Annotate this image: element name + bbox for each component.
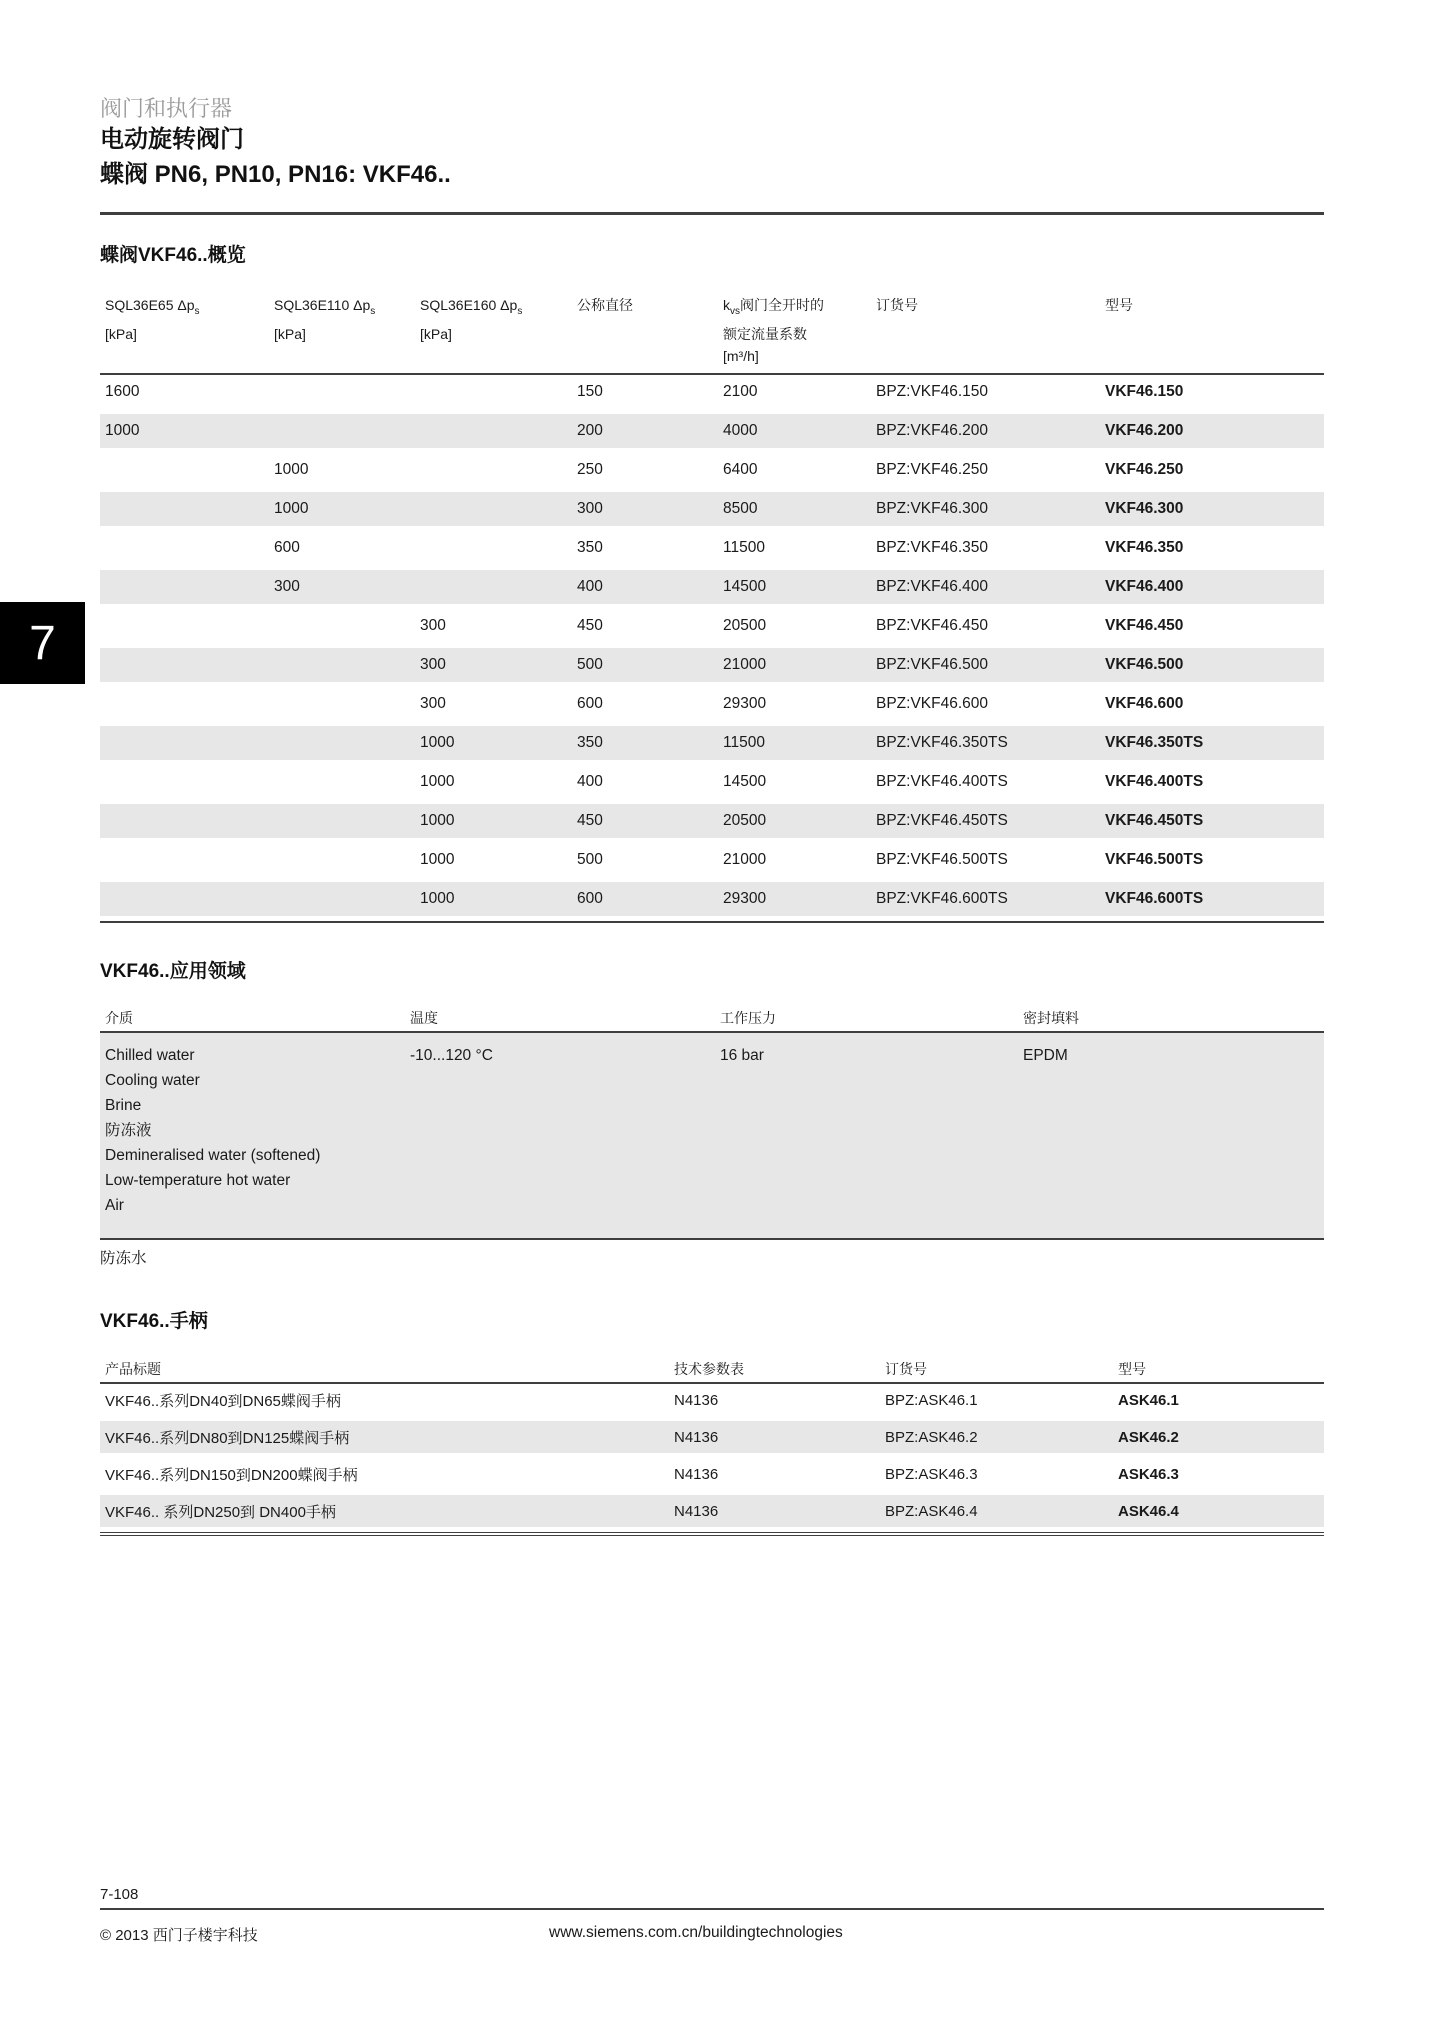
cell-type: VKF46.400TS [1100, 763, 1324, 802]
cell-dps-e160: 300 [415, 685, 572, 724]
cell-kvs: 11500 [718, 724, 871, 763]
cell-type: ASK46.2 [1113, 1419, 1324, 1456]
cell-order-no: BPZ:VKF46.450 [871, 607, 1100, 646]
cell-dps-e65 [100, 841, 269, 880]
col-header-sql36e110: SQL36E110 $\Delta p_s$ [kPa] [269, 288, 415, 374]
col-header-temperature: 温度 [405, 1005, 715, 1032]
cell-dps-e110 [269, 724, 415, 763]
col-header-order-no: 订货号 [871, 288, 1100, 374]
col-header-order-no: 订货号 [880, 1356, 1113, 1383]
cell-order-no: BPZ:VKF46.350TS [871, 724, 1100, 763]
cell-dps-e110: 600 [269, 529, 415, 568]
col-header-product-title: 产品标题 [100, 1356, 669, 1383]
cell-order-no: BPZ:VKF46.400TS [871, 763, 1100, 802]
footer-url: www.siemens.com.cn/buildingtechnologies [549, 1924, 843, 1941]
cell-dn: 500 [572, 646, 718, 685]
cell-datasheet: N4136 [669, 1456, 880, 1493]
cell-type: ASK46.1 [1113, 1383, 1324, 1419]
cell-order-no: BPZ:VKF46.300 [871, 490, 1100, 529]
cell-kvs: 21000 [718, 646, 871, 685]
overview-row [100, 529, 1324, 568]
cell-type: VKF46.450TS [1100, 802, 1324, 841]
medium-item: Air [105, 1197, 124, 1214]
medium-item: Demineralised water (softened) [105, 1147, 321, 1164]
overview-row [100, 451, 1324, 490]
overview-row [100, 490, 1324, 529]
cell-dps-e110: 1000 [269, 490, 415, 529]
cell-dps-e160: 1000 [415, 802, 572, 841]
cell-dn: 300 [572, 490, 718, 529]
cell-dps-e110 [269, 802, 415, 841]
col-header-kvs: $k_{vs}$阀门全开时的 额定流量系数 [m³/h] [718, 288, 871, 374]
cell-dps-e160: 300 [415, 646, 572, 685]
cell-type: VKF46.500 [1100, 646, 1324, 685]
cell-dps-e65 [100, 685, 269, 724]
overview-row [100, 374, 1324, 412]
cell-dn: 400 [572, 763, 718, 802]
cell-dps-e65: 1000 [100, 412, 269, 451]
medium-item: Low-temperature hot water [105, 1172, 291, 1189]
cell-type: ASK46.4 [1113, 1493, 1324, 1530]
cell-kvs: 14500 [718, 763, 871, 802]
cell-dps-e160 [415, 412, 572, 451]
application-heading: VKF46..应用领域 [100, 961, 246, 982]
overview-row [100, 685, 1324, 724]
cell-dps-e110 [269, 880, 415, 919]
cell-kvs: 29300 [718, 685, 871, 724]
cell-datasheet: N4136 [669, 1383, 880, 1419]
cell-type: VKF46.250 [1100, 451, 1324, 490]
cell-dps-e160: 1000 [415, 841, 572, 880]
cell-type: ASK46.3 [1113, 1456, 1324, 1493]
cell-datasheet: N4136 [669, 1419, 880, 1456]
cell-type: VKF46.500TS [1100, 841, 1324, 880]
cell-type: VKF46.600TS [1100, 880, 1324, 919]
overview-row [100, 880, 1324, 919]
cell-dps-e160 [415, 374, 572, 412]
cell-dps-e65 [100, 802, 269, 841]
col-header-seal: 密封填料 [1018, 1005, 1324, 1032]
chapter-number: 7 [29, 616, 56, 670]
cell-dps-e110 [269, 646, 415, 685]
overview-row [100, 568, 1324, 607]
application-table [100, 1005, 1324, 1238]
handles-table-wrap [100, 1356, 1324, 1536]
cell-type: VKF46.300 [1100, 490, 1324, 529]
cell-dps-e160: 300 [415, 607, 572, 646]
cell-working-pressure: 16 bar [715, 1032, 1018, 1238]
cell-dn: 500 [572, 841, 718, 880]
col-header-type: 型号 [1113, 1356, 1324, 1383]
cell-dn: 400 [572, 568, 718, 607]
cell-order-no: BPZ:VKF46.600TS [871, 880, 1100, 919]
antifreeze-note: 防冻水 [100, 1250, 147, 1267]
cell-temperature: -10...120 °C [405, 1032, 715, 1238]
overview-row [100, 412, 1324, 451]
handles-heading: VKF46..手柄 [100, 1311, 208, 1332]
cell-order-no: BPZ:VKF46.150 [871, 374, 1100, 412]
cell-dps-e110 [269, 841, 415, 880]
overview-heading: 蝶阀VKF46..概览 [100, 245, 246, 266]
col-header-sql36e65: SQL36E65 $\Delta p_s$ [kPa] [100, 288, 269, 374]
cell-dps-e110 [269, 607, 415, 646]
cell-dps-e65 [100, 724, 269, 763]
col-header-type: 型号 [1100, 288, 1324, 374]
cell-dps-e65 [100, 568, 269, 607]
cell-dn: 350 [572, 529, 718, 568]
cell-dn: 450 [572, 802, 718, 841]
medium-item: Chilled water [105, 1047, 195, 1064]
cell-dn: 450 [572, 607, 718, 646]
handles-header-row [100, 1356, 1324, 1383]
copyright-text: © 2013 西门子楼宇科技 [100, 1927, 258, 1944]
cell-dn: 350 [572, 724, 718, 763]
overview-row [100, 646, 1324, 685]
handles-row [100, 1493, 1324, 1530]
footer-rule [100, 1908, 1324, 1910]
cell-order-no: BPZ:ASK46.2 [880, 1419, 1113, 1456]
col-header-sql36e160: SQL36E160 $\Delta p_s$ [kPa] [415, 288, 572, 374]
cell-order-no: BPZ:VKF46.450TS [871, 802, 1100, 841]
overview-row [100, 802, 1324, 841]
cell-dps-e65: 1600 [100, 374, 269, 412]
page-number: 7-108 [100, 1886, 139, 1903]
cell-product-title: VKF46..系列DN150到DN200蝶阀手柄 [100, 1456, 669, 1493]
cell-dn: 250 [572, 451, 718, 490]
cell-kvs: 29300 [718, 880, 871, 919]
overview-table [100, 288, 1324, 921]
overview-table-wrap [100, 288, 1324, 923]
cell-dn: 150 [572, 374, 718, 412]
medium-item: Cooling water [105, 1072, 200, 1089]
overview-row [100, 841, 1324, 880]
cell-product-title: VKF46..系列DN80到DN125蝶阀手柄 [100, 1419, 669, 1456]
cell-kvs: 6400 [718, 451, 871, 490]
cell-product-title: VKF46.. 系列DN250到 DN400手柄 [100, 1493, 669, 1530]
cell-dps-e160: 1000 [415, 880, 572, 919]
cell-order-no: BPZ:VKF46.600 [871, 685, 1100, 724]
cell-dps-e160: 1000 [415, 763, 572, 802]
medium-item: Brine [105, 1097, 142, 1114]
cell-order-no: BPZ:ASK46.4 [880, 1493, 1113, 1530]
cell-order-no: BPZ:VKF46.200 [871, 412, 1100, 451]
page-header [100, 96, 1324, 192]
handles-row [100, 1456, 1324, 1493]
cell-type: VKF46.150 [1100, 374, 1324, 412]
cell-dps-e65 [100, 607, 269, 646]
page-title: 蝶阀 PN6, PN10, PN16: VKF46.. [100, 161, 451, 188]
overview-row [100, 763, 1324, 802]
cell-dps-e65 [100, 880, 269, 919]
cell-type: VKF46.350TS [1100, 724, 1324, 763]
cell-type: VKF46.350 [1100, 529, 1324, 568]
cell-kvs: 14500 [718, 568, 871, 607]
cell-dps-e110 [269, 685, 415, 724]
cell-dps-e65 [100, 529, 269, 568]
col-header-datasheet: 技术参数表 [669, 1356, 880, 1383]
cell-order-no: BPZ:VKF46.250 [871, 451, 1100, 490]
cell-dps-e110 [269, 374, 415, 412]
cell-order-no: BPZ:VKF46.500TS [871, 841, 1100, 880]
chapter-tab [0, 602, 85, 684]
cell-dps-e110 [269, 412, 415, 451]
cell-dps-e110 [269, 763, 415, 802]
col-header-dn: 公称直径 [572, 288, 718, 374]
cell-kvs: 20500 [718, 802, 871, 841]
cell-dps-e110: 1000 [269, 451, 415, 490]
cell-dps-e65 [100, 646, 269, 685]
col-header-working-pressure: 工作压力 [715, 1005, 1018, 1032]
application-row [100, 1032, 1324, 1238]
cell-order-no: BPZ:VKF46.350 [871, 529, 1100, 568]
application-header-row [100, 1005, 1324, 1032]
cell-dps-e160 [415, 490, 572, 529]
cell-kvs: 20500 [718, 607, 871, 646]
cell-kvs: 4000 [718, 412, 871, 451]
cell-kvs: 2100 [718, 374, 871, 412]
handles-row [100, 1419, 1324, 1456]
handles-table-bottom-rule [100, 1532, 1324, 1536]
cell-dps-e65 [100, 763, 269, 802]
header-rule [100, 212, 1324, 215]
cell-dps-e65 [100, 451, 269, 490]
cell-order-no: BPZ:ASK46.3 [880, 1456, 1113, 1493]
cell-order-no: BPZ:VKF46.500 [871, 646, 1100, 685]
cell-seal: EPDM [1018, 1032, 1324, 1238]
category-title: 阀门和执行器 [100, 96, 233, 121]
overview-row [100, 607, 1324, 646]
medium-item: 防冻液 [105, 1122, 152, 1139]
cell-datasheet: N4136 [669, 1493, 880, 1530]
cell-type: VKF46.600 [1100, 685, 1324, 724]
cell-order-no: BPZ:VKF46.400 [871, 568, 1100, 607]
cell-product-title: VKF46..系列DN40到DN65蝶阀手柄 [100, 1383, 669, 1419]
application-table-wrap [100, 1005, 1324, 1240]
cell-dps-e160 [415, 451, 572, 490]
cell-media-list [100, 1032, 405, 1238]
cell-kvs: 8500 [718, 490, 871, 529]
cell-dn: 200 [572, 412, 718, 451]
cell-dps-e160 [415, 568, 572, 607]
cell-type: VKF46.450 [1100, 607, 1324, 646]
cell-type: VKF46.400 [1100, 568, 1324, 607]
product-group-title: 电动旋转阀门 [100, 126, 244, 153]
col-header-medium: 介质 [100, 1005, 405, 1032]
cell-dn: 600 [572, 685, 718, 724]
cell-dps-e160 [415, 529, 572, 568]
cell-order-no: BPZ:ASK46.1 [880, 1383, 1113, 1419]
cell-dps-e65 [100, 490, 269, 529]
overview-header-row [100, 288, 1324, 374]
handles-table [100, 1356, 1324, 1532]
handles-row [100, 1383, 1324, 1419]
overview-row [100, 724, 1324, 763]
cell-kvs: 11500 [718, 529, 871, 568]
cell-type: VKF46.200 [1100, 412, 1324, 451]
cell-dn: 600 [572, 880, 718, 919]
cell-dps-e110: 300 [269, 568, 415, 607]
cell-kvs: 21000 [718, 841, 871, 880]
cell-dps-e160: 1000 [415, 724, 572, 763]
